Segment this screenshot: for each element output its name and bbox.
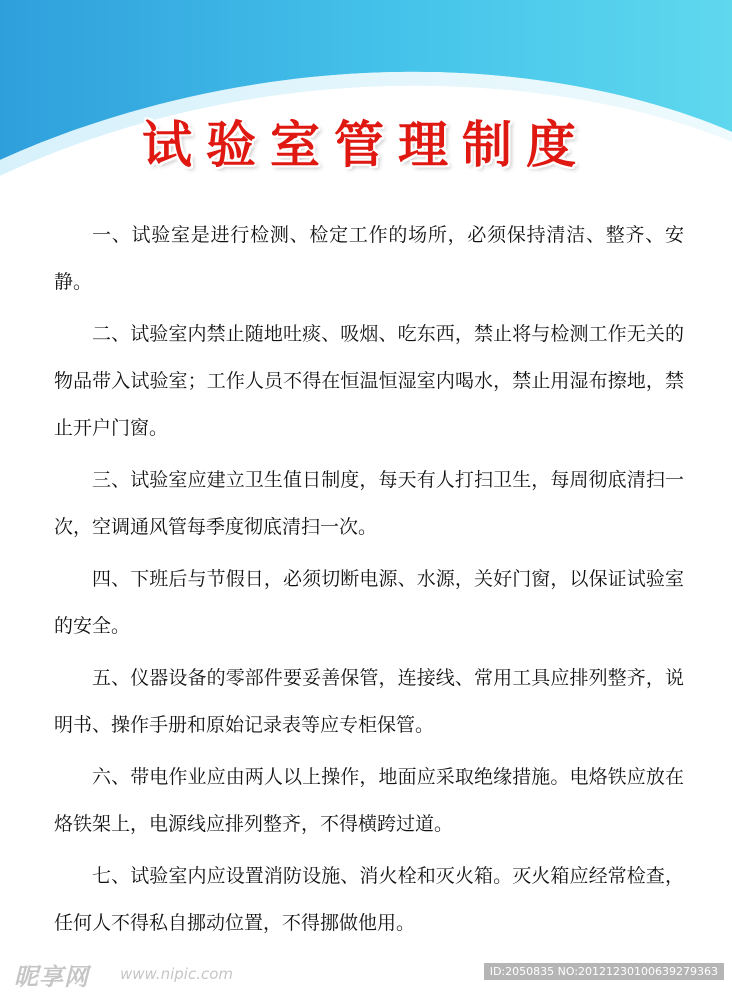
watermark-logo: 昵享网 (14, 963, 89, 991)
rule-1: 一、试验室是进行检测、检定工作的场所，必须保持清洁、整齐、安静。 (54, 224, 684, 293)
rule-6: 六、带电作业应由两人以上操作，地面应采取绝缘措施。电烙铁应放在烙铁架上，电源线应排列整齐，不得横跨过道。 (54, 766, 684, 835)
watermark-id: ID:2050835 NO:20121230100639279363 (484, 963, 724, 980)
rule-2: 二、试验室内禁止随地吐痰、吸烟、吃东西，禁止将与检测工作无关的物品带入试验室；工作人员不得在恒温恒湿室内喝水，禁止用湿布擦地，禁止开户门窗。 (54, 323, 684, 439)
page-title: 试验室管理制度 (142, 116, 590, 174)
rule-4: 四、下班后与节假日，必须切断电源、水源，关好门窗，以保证试验室的安全。 (54, 568, 684, 637)
rules-list (54, 212, 684, 952)
rule-3: 三、试验室应建立卫生值日制度，每天有人打扫卫生，每周彻底清扫一次，空调通风管每季度彻底清扫一次。 (54, 469, 684, 538)
rule-7: 七、试验室内应设置消防设施、消火栓和灭火箱。灭火箱应经常检查，任何人不得私自挪动位置，不得挪做他用。 (54, 865, 684, 934)
rule-5: 五、仪器设备的零部件要妥善保管，连接线、常用工具应排列整齐，说明书、操作手册和原始记录表等应专柜保管。 (54, 667, 684, 736)
watermark-url: www.nipic.com (120, 965, 234, 983)
